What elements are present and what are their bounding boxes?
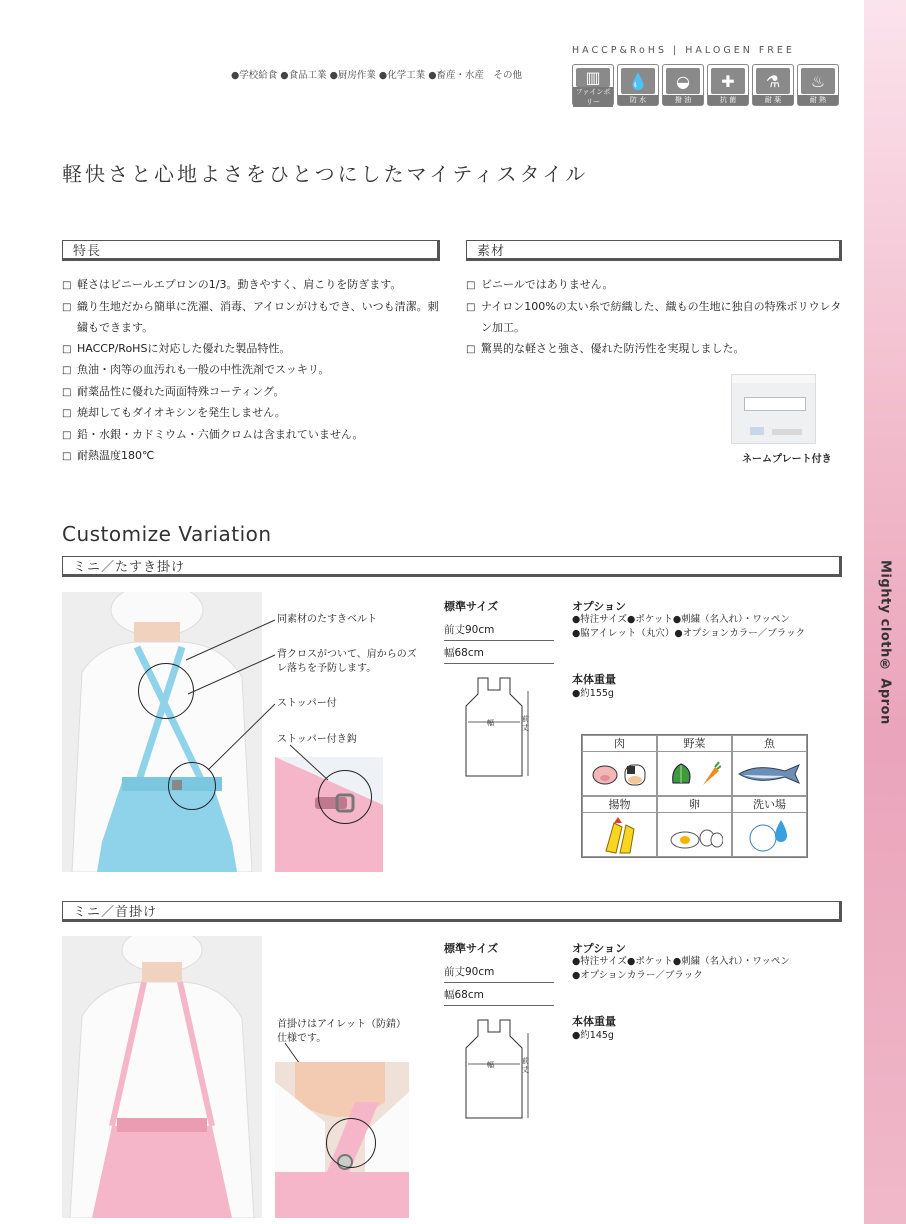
antibacterial-icon: ✚ 抗 菌	[707, 64, 749, 106]
variant2-diagram-length-label: 前丈	[522, 1057, 529, 1074]
variant1-weight: ●約155g	[572, 688, 614, 699]
vegetable-icon	[669, 761, 695, 787]
variant2-option-title: オプション	[572, 942, 627, 955]
list-item: □ 驚異的な軽さと強さ、優れた防汚性を実現しました。	[466, 339, 846, 361]
variant2-weight: ●約145g	[572, 1030, 614, 1041]
variant1-note-belt: 同素材のたすきベルト	[277, 614, 377, 625]
variant1-size-length: 前丈90cm	[444, 622, 554, 641]
list-item: □ 耐薬品性に優れた両面特殊コーティング。	[62, 382, 447, 404]
variant2-option-1: ●特注サイズ●ポケット●刺繍（名入れ）・ワッペン	[572, 956, 790, 967]
food-use-table	[581, 734, 808, 858]
variant1-size-title: 標準サイズ	[444, 600, 499, 613]
variant1-note-hook: ストッパー付き鈎	[277, 734, 357, 745]
variant1-diagram-length-label: 前丈	[522, 715, 529, 732]
catchphrase: 軽快さと心地よさをひとつにしたマイティスタイル	[62, 162, 589, 186]
chemical-resistant-icon: ⚗ 耐 薬	[752, 64, 794, 106]
oil-resistant-icon: ◒ 撥 油	[662, 64, 704, 106]
fine-poly-icon: ▥ ファインポリー	[572, 64, 614, 106]
variant1-heading: ミニ／たすき掛け	[62, 556, 842, 577]
list-item: □ 耐熱温度180℃	[62, 446, 447, 468]
variant1-option-title: オプション	[572, 600, 627, 613]
customize-title: Customize Variation	[62, 522, 272, 546]
variant1-note-cross: 背クロスがついて、肩からのズレ落ちを予防します。	[277, 649, 417, 674]
variant2-heading: ミニ／首掛け	[62, 901, 842, 922]
variant1-option-1: ●特注サイズ●ポケット●刺繍（名入れ）・ワッペン	[572, 614, 790, 625]
variant2-weight-title: 本体重量	[572, 1015, 616, 1028]
highlight-circle	[326, 1118, 376, 1168]
food-cell-vegetable: 野菜	[657, 735, 732, 796]
cow-icon	[622, 761, 648, 787]
certification-line: HACCP&RoHS | HALOGEN FREE	[572, 45, 795, 56]
food-cell-washing: 洗い場	[732, 796, 807, 857]
fried-shrimp-icon	[600, 815, 640, 855]
list-item: □ ビニールではありません。	[466, 275, 846, 297]
variant2-note-eyelet: 首掛けはアイレット（防錆）仕様です。	[277, 1019, 406, 1044]
side-label: Mighty cloth® Apron	[877, 560, 893, 725]
variant2-option-2: ●オプションカラー／ブラック	[572, 970, 703, 981]
food-cell-egg: 卵	[657, 796, 732, 857]
fish-icon	[737, 763, 803, 785]
list-item: □ 魚油・肉等の血汚れも一般の中性洗剤でスッキリ。	[62, 360, 447, 382]
list-item: □ HACCP/RoHSに対応した優れた製品特性。	[62, 339, 447, 361]
list-item: □ 鉛・水銀・カドミウム・六価クロムは含まれていません。	[62, 425, 447, 447]
usage-line: ●学校給食 ●食品工業 ●厨房作業 ●化学工業 ●畜産・水産 その他	[231, 70, 523, 81]
variant2-size-length: 前丈90cm	[444, 964, 554, 983]
variant1-weight-title: 本体重量	[572, 673, 616, 686]
egg-icon	[667, 818, 723, 852]
list-item: □ ナイロン100%の太い糸で紡織した、織もの生地に独自の特殊ポリウレタン加工。	[466, 297, 846, 339]
food-cell-fish: 魚	[732, 735, 807, 796]
variant2-size-title: 標準サイズ	[444, 942, 499, 955]
variant1-size-width: 幅68cm	[444, 645, 554, 664]
carrot-icon	[699, 761, 721, 787]
list-item: □ 軽さはビニールエプロンの1/3。動きやすく、肩こりを防ぎます。	[62, 275, 447, 297]
variant2-size-width: 幅68cm	[444, 987, 554, 1006]
washing-icon	[747, 816, 793, 854]
list-item: □ 焼却してもダイオキシンを発生しません。	[62, 403, 447, 425]
variant1-note-stopper: ストッパー付	[277, 698, 337, 709]
heat-resistant-icon: ♨ 耐 熱	[797, 64, 839, 106]
food-cell-fried: 揚物	[582, 796, 657, 857]
list-item: □ 織り生地だから簡単に洗濯、消毒、アイロンがけもでき、いつも清潔。刺繍もできます。	[62, 297, 447, 339]
features-heading: 特長	[62, 240, 440, 261]
variant1-option-2: ●脇アイレット（丸穴）●オプションカラー／ブラック	[572, 628, 806, 639]
pig-icon	[592, 763, 618, 785]
food-cell-meat: 肉	[582, 735, 657, 796]
nameplate-caption: ネームプレート付き	[742, 454, 832, 465]
variant2-back-photo	[62, 936, 262, 1218]
variant1-diagram-width-label: 幅	[487, 719, 494, 727]
material-heading: 素材	[466, 240, 842, 261]
waterproof-icon: 💧 防 水	[617, 64, 659, 106]
variant2-diagram-width-label: 幅	[487, 1061, 494, 1069]
